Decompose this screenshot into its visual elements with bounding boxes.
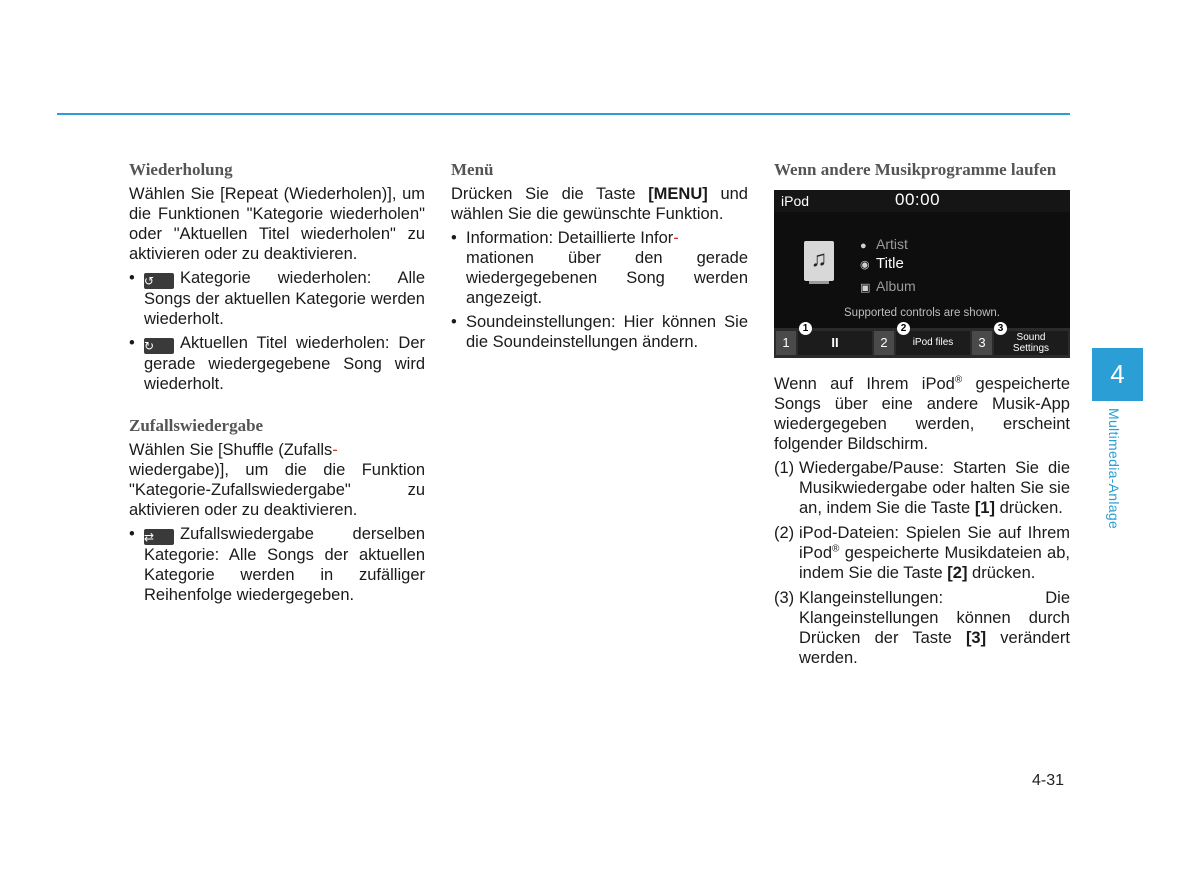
column-right <box>774 160 1070 673</box>
control-descriptions <box>774 458 1070 668</box>
supported-controls-text: Supported controls are shown. <box>844 307 1000 319</box>
list-item: (3) Klangeinstellungen: Die Klangeinstellungen können durch Drücken der Taste [3] verändert werden. <box>774 589 1070 667</box>
album-row: ▣ Album <box>860 278 916 294</box>
list-item: • Soundeinstellungen: Hier können Sie die Soundeinstellungen ändern. <box>451 312 748 352</box>
column-middle <box>451 160 748 356</box>
button-number-2: 2 <box>874 331 894 355</box>
heading-zufallswiedergabe: Zufallswiedergabe <box>129 416 264 435</box>
play-pause-button[interactable] <box>798 331 872 355</box>
repeat-icon: ↺ <box>144 273 174 289</box>
list-item: (1) Wiedergabe/Pause: Starten Sie die Musikwiedergabe oder halten Sie sie an, indem Sie die Taste [1] drücken. <box>774 459 1070 517</box>
header-rule <box>57 113 1070 115</box>
column-left <box>129 160 425 609</box>
para-repeat: Wählen Sie [Repeat (Wiederholen)], um die Funktionen "Kategorie wiederholen" oder "Aktuellen Titel wiederholen" zu aktivieren oder zu deaktivieren. <box>129 185 425 263</box>
button-number-3: 3 <box>972 331 992 355</box>
artist-row: ● Artist <box>860 236 908 252</box>
shuffle-list <box>129 524 425 605</box>
disc-icon: ◉ <box>860 259 870 271</box>
heading-menu: Menü <box>451 160 494 179</box>
sound-settings-button[interactable]: Sound Settings <box>994 331 1068 355</box>
album-icon: ▣ <box>860 282 871 294</box>
para-shuffle: Wählen Sie [Shuffle (Zufalls- wiedergabe)], um die die Funktion "Kategorie-Zufallswiedergabe" zu aktivieren oder zu deaktivieren. <box>129 441 425 519</box>
callout-2: 2 <box>897 322 910 335</box>
repeat-one-icon: ↻ <box>144 338 174 354</box>
menu-list <box>451 228 748 352</box>
list-item: • ⇄ Zufallswiedergabe derselben Kategorie: Alle Songs der aktuellen Kategorie werden in zufälliger Reihenfolge wiedergegeben. <box>129 524 425 605</box>
list-item: • ↺ Kategorie wiederholen: Alle Songs der aktuellen Kategorie werden wiederholt. <box>129 268 425 329</box>
para-other-apps: Wenn auf Ihrem iPod® gespeicherte Songs über eine andere Musik-App wiedergegeben werden, erscheint folgender Bildschirm. <box>774 374 1070 453</box>
chapter-title: Multimedia-Anlage <box>1106 408 1122 530</box>
page-number: 4-31 <box>1032 772 1065 789</box>
repeat-list <box>129 268 425 394</box>
person-icon: ● <box>860 240 867 252</box>
callout-1: 1 <box>799 322 812 335</box>
source-label: iPod <box>781 193 810 209</box>
list-item: • Information: Detaillierte Infor- mationen über den gerade wiedergegebenen Song werden angezeigt. <box>451 228 748 308</box>
album-art-stand <box>809 281 829 284</box>
heading-other-apps: Wenn andere Musikprogramme laufen <box>774 160 1057 179</box>
ipod-screen <box>774 190 1070 358</box>
callout-3: 3 <box>994 322 1007 335</box>
pause-icon: II <box>831 335 839 350</box>
playback-time: 00:00 <box>895 190 941 209</box>
list-item: (2) iPod-Dateien: Spielen Sie auf Ihrem iPod® gespeicherte Musikdateien ab, indem Sie die Taste [2] drücken. <box>774 524 1070 582</box>
para-menu: Drücken Sie die Taste [MENU] und wählen Sie die gewünschte Funktion. <box>451 185 748 223</box>
chapter-tab: 4 <box>1092 348 1143 401</box>
ipod-files-button[interactable]: iPod files <box>896 331 970 355</box>
title-row: ◉ Title <box>860 255 904 272</box>
list-item: • ↻ Aktuellen Titel wiederholen: Der gerade wiedergegebene Song wird wiederholt. <box>129 333 425 394</box>
music-note-icon: ♫ <box>804 241 834 281</box>
shuffle-icon: ⇄ <box>144 529 174 545</box>
heading-wiederholung: Wiederholung <box>129 160 233 179</box>
button-number-1: 1 <box>776 331 796 355</box>
